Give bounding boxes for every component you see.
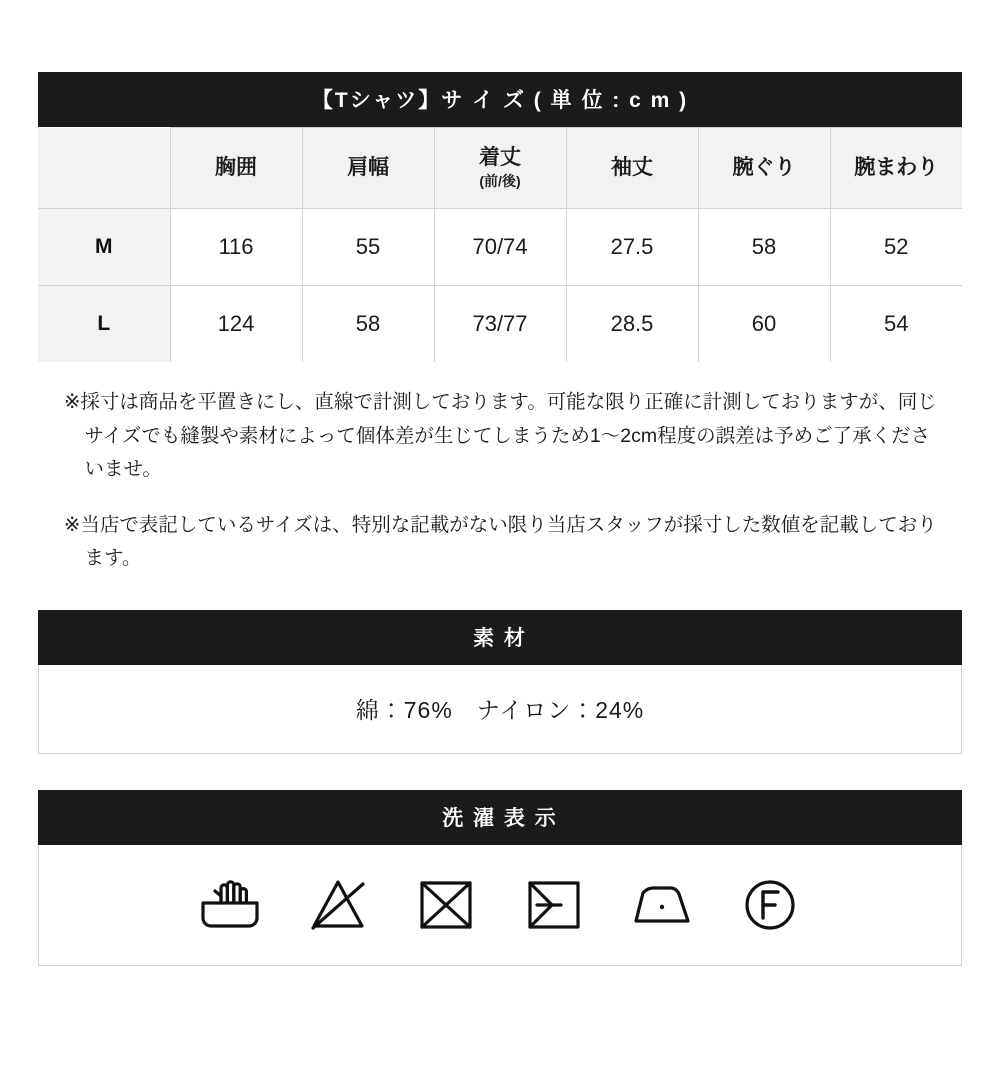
- material-composition: 綿：76% ナイロン：24%: [38, 665, 962, 754]
- size-section-title: 【Tシャツ】サ イ ズ ( 単 位 : c m ): [38, 72, 962, 127]
- cell-l-length: 73/77: [434, 286, 566, 363]
- size-table-corner-cell: [38, 128, 170, 209]
- note-staff-measured: ※当店で表記しているサイズは、特別な記載がない限り当店スタッフが採寸した数値を記載しております。: [64, 513, 937, 570]
- column-header-sleeve-label: 袖丈: [611, 155, 653, 179]
- table-row: [38, 209, 962, 286]
- size-section: [38, 72, 962, 362]
- no-bleach-icon: [301, 868, 375, 942]
- column-header-length-label: 着丈: [479, 146, 521, 170]
- column-header-bust: [170, 128, 302, 209]
- hand-wash-icon: [193, 868, 267, 942]
- notes-section: [38, 386, 962, 576]
- cell-m-bust: 116: [170, 209, 302, 286]
- cell-l-armhole: 60: [698, 286, 830, 363]
- cell-l-arm-circumference: 54: [830, 286, 962, 363]
- row-header-size-l: L: [38, 286, 170, 363]
- size-table-head: [38, 128, 962, 209]
- cell-l-bust: 124: [170, 286, 302, 363]
- column-header-shoulder: [302, 128, 434, 209]
- size-table-header-row: [38, 128, 962, 209]
- column-header-armhole: [698, 128, 830, 209]
- wash-icon-row: [38, 845, 962, 966]
- column-header-arm-circumference: [830, 128, 962, 209]
- size-spec-page: [0, 72, 1000, 1072]
- flat-dry-in-shade-icon: [517, 868, 591, 942]
- column-header-sleeve: [566, 128, 698, 209]
- cell-m-shoulder: 55: [302, 209, 434, 286]
- wash-section-title: 洗 濯 表 示: [38, 790, 962, 845]
- material-section: [38, 610, 962, 754]
- wash-section: [38, 790, 962, 966]
- table-row: [38, 286, 962, 363]
- column-header-arm-circumference-label: 腕まわり: [854, 155, 939, 179]
- cell-m-arm-circumference: 52: [830, 209, 962, 286]
- cell-m-length: 70/74: [434, 209, 566, 286]
- size-table-body: [38, 209, 962, 363]
- size-table: [38, 127, 962, 362]
- column-header-length: [434, 128, 566, 209]
- column-header-bust-label: 胸囲: [215, 155, 257, 179]
- iron-low-icon: [625, 868, 699, 942]
- cell-m-sleeve: 27.5: [566, 209, 698, 286]
- column-header-length-sub: (前/後): [479, 173, 521, 190]
- column-header-shoulder-label: 肩幅: [347, 155, 389, 179]
- column-header-armhole-label: 腕ぐり: [732, 155, 796, 179]
- dry-clean-f-icon: [733, 868, 807, 942]
- row-header-size-m: M: [38, 209, 170, 286]
- note-measurement: ※採寸は商品を平置きにし、直線で計測しております。可能な限り正確に計測しておりますが、同じサイズでも縫製や素材によって個体差が生じてしまうため1〜2cm程度の誤差は予めご了承くださいませ。: [64, 391, 937, 481]
- cell-l-sleeve: 28.5: [566, 286, 698, 363]
- cell-l-shoulder: 58: [302, 286, 434, 363]
- material-section-title: 素 材: [38, 610, 962, 665]
- cell-m-armhole: 58: [698, 209, 830, 286]
- no-tumble-dry-icon: [409, 868, 483, 942]
